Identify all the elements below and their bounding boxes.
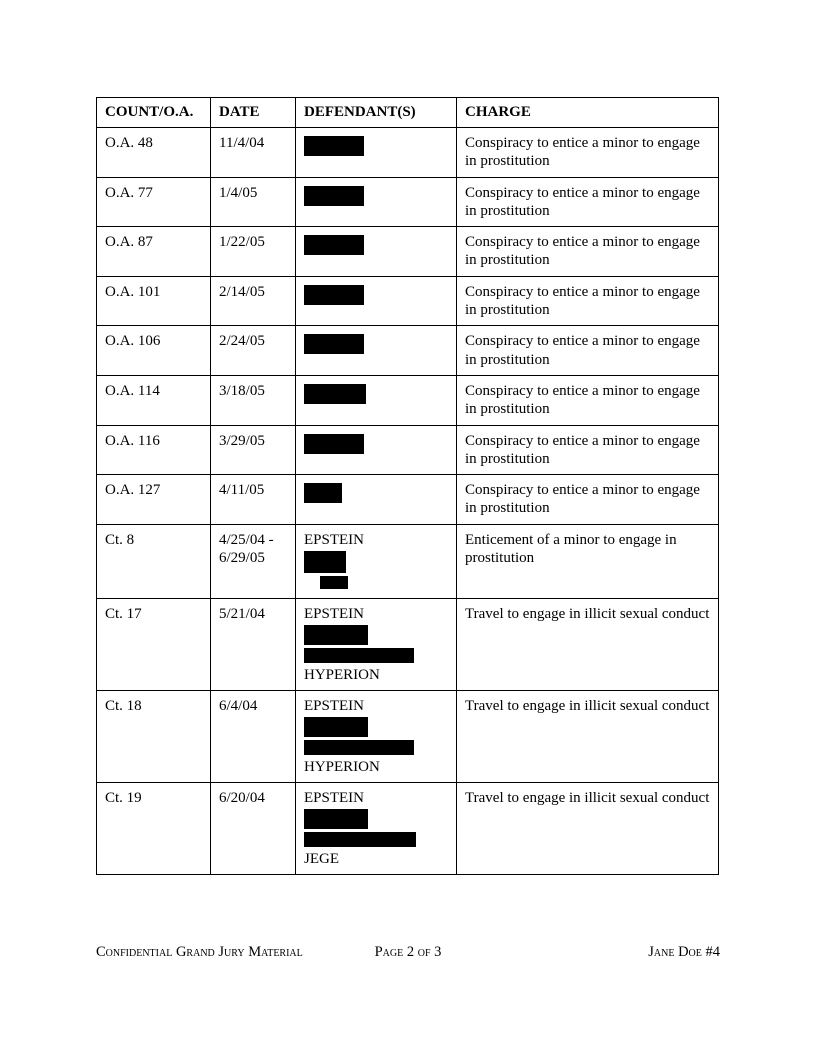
charge-cell: Travel to engage in illicit sexual conduct xyxy=(457,782,719,874)
table-row xyxy=(97,177,719,227)
defendants-cell xyxy=(296,782,457,874)
date-cell: 5/21/04 xyxy=(211,598,296,690)
charge-cell: Conspiracy to entice a minor to engage in prostitution xyxy=(457,177,719,227)
redaction-box xyxy=(320,576,348,589)
defendant-name: EPSTEIN xyxy=(304,789,364,806)
date-cell: 2/14/05 xyxy=(211,276,296,326)
defendants-cell xyxy=(296,690,457,782)
redaction-box xyxy=(304,235,364,255)
table-row xyxy=(97,690,719,782)
defendants-cell xyxy=(296,326,457,376)
header-charge: CHARGE xyxy=(457,98,719,128)
redaction-box xyxy=(304,717,368,737)
table-row xyxy=(97,326,719,376)
count-cell: O.A. 87 xyxy=(97,227,211,277)
count-cell: Ct. 18 xyxy=(97,690,211,782)
count-cell: O.A. 101 xyxy=(97,276,211,326)
charge-cell: Conspiracy to entice a minor to engage in prostitution xyxy=(457,475,719,525)
redaction-box xyxy=(304,809,368,829)
header-defendants: DEFENDANT(S) xyxy=(296,98,457,128)
table-header-row xyxy=(97,98,719,128)
date-cell: 3/29/05 xyxy=(211,425,296,475)
defendant-name: EPSTEIN xyxy=(304,697,364,714)
charge-cell: Conspiracy to entice a minor to engage in prostitution xyxy=(457,276,719,326)
date-cell: 2/24/05 xyxy=(211,326,296,376)
defendant-name: EPSTEIN xyxy=(304,531,364,548)
redaction-box xyxy=(304,740,414,755)
charge-cell: Conspiracy to entice a minor to engage in prostitution xyxy=(457,425,719,475)
defendant-name: HYPERION xyxy=(304,666,380,683)
defendants-cell xyxy=(296,425,457,475)
redaction-box xyxy=(304,285,364,305)
count-cell: O.A. 77 xyxy=(97,177,211,227)
redaction-box xyxy=(304,384,366,404)
date-cell: 11/4/04 xyxy=(211,128,296,178)
redaction-box xyxy=(304,483,342,503)
count-cell: O.A. 48 xyxy=(97,128,211,178)
table-row xyxy=(97,598,719,690)
table-row xyxy=(97,375,719,425)
count-cell: Ct. 8 xyxy=(97,524,211,598)
charge-cell: Conspiracy to entice a minor to engage in prostitution xyxy=(457,375,719,425)
table-row xyxy=(97,524,719,598)
charge-cell: Conspiracy to entice a minor to engage in prostitution xyxy=(457,326,719,376)
table-row xyxy=(97,475,719,525)
redaction-box xyxy=(304,832,416,847)
redaction-box xyxy=(304,434,364,454)
defendants-cell xyxy=(296,598,457,690)
date-cell: 4/11/05 xyxy=(211,475,296,525)
redaction-box xyxy=(304,334,364,354)
defendant-name: EPSTEIN xyxy=(304,605,364,622)
defendant-name: HYPERION xyxy=(304,758,380,775)
defendants-cell xyxy=(296,177,457,227)
date-cell: 3/18/05 xyxy=(211,375,296,425)
date-cell: 6/4/04 xyxy=(211,690,296,782)
redaction-box xyxy=(304,625,368,645)
charge-cell: Enticement of a minor to engage in prostitution xyxy=(457,524,719,598)
redaction-box xyxy=(304,186,364,206)
redaction-box xyxy=(304,136,364,156)
charge-cell: Conspiracy to entice a minor to engage in prostitution xyxy=(457,227,719,277)
count-cell: Ct. 19 xyxy=(97,782,211,874)
footer-doe-label: Jane Doe #4 xyxy=(648,944,720,960)
date-cell: 4/25/04 - 6/29/05 xyxy=(211,524,296,598)
count-cell: Ct. 17 xyxy=(97,598,211,690)
charges-table xyxy=(96,97,719,875)
count-cell: O.A. 116 xyxy=(97,425,211,475)
defendants-cell xyxy=(296,276,457,326)
table-row xyxy=(97,782,719,874)
footer-page-number: Page 2 of 3 xyxy=(374,944,442,960)
table-row xyxy=(97,128,719,178)
charge-cell: Travel to engage in illicit sexual conduct xyxy=(457,598,719,690)
table-row xyxy=(97,425,719,475)
date-cell: 1/4/05 xyxy=(211,177,296,227)
defendants-cell xyxy=(296,524,457,598)
header-count: COUNT/O.A. xyxy=(97,98,211,128)
defendants-cell xyxy=(296,375,457,425)
count-cell: O.A. 127 xyxy=(97,475,211,525)
footer-confidential-label: Confidential Grand Jury Material xyxy=(96,944,303,960)
charge-cell: Conspiracy to entice a minor to engage in prostitution xyxy=(457,128,719,178)
table-row xyxy=(97,276,719,326)
charge-cell: Travel to engage in illicit sexual conduct xyxy=(457,690,719,782)
page-footer xyxy=(96,944,720,961)
count-cell: O.A. 114 xyxy=(97,375,211,425)
count-cell: O.A. 106 xyxy=(97,326,211,376)
date-cell: 6/20/04 xyxy=(211,782,296,874)
header-date: DATE xyxy=(211,98,296,128)
date-cell: 1/22/05 xyxy=(211,227,296,277)
redaction-box xyxy=(304,648,414,663)
table-row xyxy=(97,227,719,277)
defendants-cell xyxy=(296,128,457,178)
defendants-cell xyxy=(296,475,457,525)
defendants-cell xyxy=(296,227,457,277)
table-body xyxy=(97,128,719,875)
redaction-box xyxy=(304,551,346,573)
defendant-name: JEGE xyxy=(304,850,339,867)
